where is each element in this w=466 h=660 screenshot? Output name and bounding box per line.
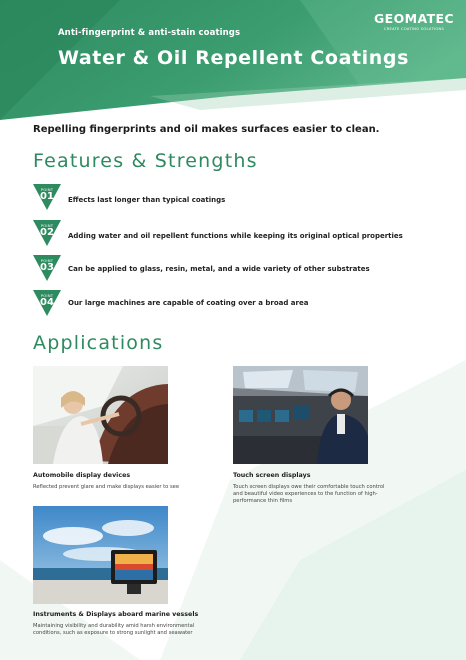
header-tagline: Anti-fingerprint & anti-stain coatings: [58, 28, 241, 38]
applications-heading: Applications: [33, 332, 164, 354]
point-label: POINT: [40, 187, 54, 192]
feature-text-02: Adding water and oil repellent functions while keeping its original optical properties: [68, 232, 403, 240]
feature-text-04: Our large machines are capable of coating over a broad area: [68, 299, 309, 307]
cockpit-photo: [233, 366, 368, 464]
feature-text-03: Can be applied to glass, resin, metal, and a wide variety of other substrates: [68, 265, 370, 273]
point-number: 01: [40, 191, 54, 202]
feature-text-01: Effects last longer than typical coatings: [68, 196, 226, 204]
app-title-automobile: Automobile display devices: [33, 472, 131, 479]
features-heading: Features & Strengths: [33, 150, 258, 172]
page-title: Water & Oil Repellent Coatings: [58, 47, 410, 69]
point-label: POINT: [40, 258, 54, 263]
app-title-touchscreen: Touch screen displays: [233, 472, 311, 479]
point-badge-01: [33, 184, 63, 212]
header-band: [0, 0, 466, 130]
app-desc-automobile: Reflected prevent glare and make displays easier to see: [33, 484, 180, 490]
marine-display-photo: [33, 506, 168, 604]
app-desc-touchscreen: Touch screen displays owe their comfortable touch control and beautiful video experiences to the function of high-performance thin films: [233, 484, 385, 504]
point-badge-04: [33, 290, 63, 318]
car-interior-photo: [33, 366, 168, 464]
logo-name: GEOMATEC: [374, 11, 455, 26]
point-number: 03: [40, 262, 54, 273]
app-title-marine: Instruments & Displays aboard marine vessels: [33, 611, 199, 618]
logo-subtitle: CREATE COATING SOLUTIONS: [383, 27, 445, 31]
point-badge-03: [33, 255, 63, 283]
point-number: 04: [40, 297, 54, 308]
point-label: POINT: [40, 293, 54, 298]
lead-text: Repelling fingerprints and oil makes surfaces easier to clean.: [33, 124, 380, 135]
brand-logo: [374, 12, 454, 32]
point-badge-02: [33, 220, 63, 248]
app-desc-marine: Maintaining visibility and durability amid harsh environmental conditions, such as exposure to strong sunlight and seawater: [33, 623, 195, 636]
point-label: POINT: [40, 223, 54, 228]
point-number: 02: [40, 227, 54, 238]
